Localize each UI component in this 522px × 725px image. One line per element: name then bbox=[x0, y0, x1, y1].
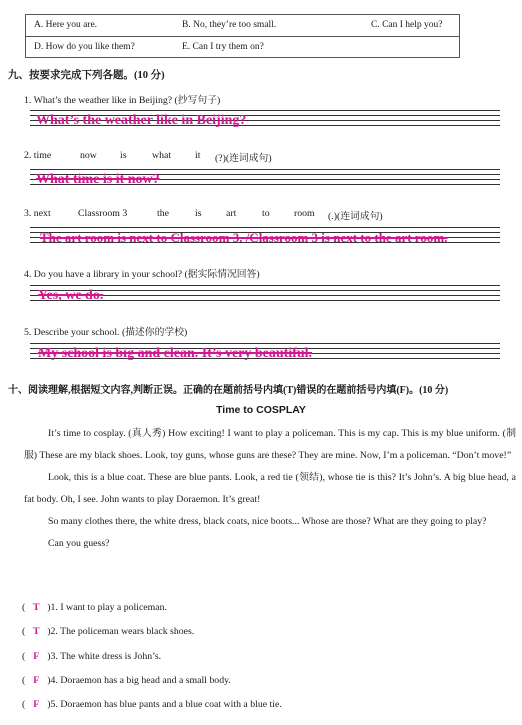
passage bbox=[24, 423, 516, 555]
section-10-title: 十、阅读理解,根据短文内容,判断正误。正确的在题前括号内填(T)错误的在题前括号内填(F)。(10 分) bbox=[8, 385, 449, 396]
tf-statement: 2. The policeman wears black shoes. bbox=[50, 626, 195, 637]
option-d: D. How do you like them? bbox=[34, 42, 135, 52]
tf-item-2: ( T )2. The policeman wears black shoes. bbox=[22, 626, 195, 637]
passage-title: Time to COSPLAY bbox=[216, 404, 306, 416]
passage-paragraph-4: Can you guess? bbox=[48, 538, 110, 549]
tf-item-1: ( T )1. I want to play a policeman. bbox=[22, 602, 167, 613]
answer-5: My school is big and clean. It’s very beautiful. bbox=[38, 346, 313, 361]
section-9-title: 九、按要求完成下列各题。(10 分) bbox=[8, 70, 165, 81]
option-b: B. No, they’re too small. bbox=[182, 20, 277, 30]
question-1: 1. What’s the weather like in Beijing? (抄写句子) bbox=[24, 95, 221, 106]
tf-item-5: ( F )5. Doraemon has blue pants and a blue coat with a blue tie. bbox=[22, 699, 282, 710]
q2-word: what bbox=[152, 150, 172, 161]
q2-word: now bbox=[80, 150, 97, 161]
options-box bbox=[25, 14, 460, 58]
question-5: 5. Describe your school. (描述你的学校) bbox=[24, 327, 188, 338]
answer-2: What time is it now? bbox=[36, 172, 160, 187]
options-divider bbox=[26, 36, 459, 37]
q3-word: 3. next bbox=[24, 208, 51, 219]
option-c: C. Can I help you? bbox=[371, 20, 443, 30]
tf-statement: 5. Doraemon has blue pants and a blue coat with a blue tie. bbox=[50, 699, 282, 710]
passage-paragraph-2: Look, this is a blue coat. These are blue pants. Look, a red tie (领结), whose tie is this? It’s John’s. A big blue head, a fat body. Oh, I see. John wants to play Doraemon. It’s great! bbox=[24, 472, 516, 505]
tf-item-3: ( F )3. The white dress is John’s. bbox=[22, 651, 162, 662]
tf-answer: T bbox=[32, 626, 40, 637]
question-2 bbox=[0, 150, 522, 164]
answer-4: Yes, we do. bbox=[38, 288, 104, 303]
q3-word: is bbox=[195, 208, 202, 219]
tf-answer: F bbox=[33, 675, 40, 686]
q3-word: the bbox=[157, 208, 169, 219]
q3-word: room bbox=[294, 208, 315, 219]
question-3 bbox=[0, 208, 522, 222]
passage-paragraph-1: It’s time to cosplay. (真人秀) How exciting! I want to play a policeman. This is my cap. This is my blue uniform. (制服) These are my black shoes. Look, toy guns, whose guns are these? They are mine. Now, I’m a policeman. “Don’t move!” bbox=[24, 428, 516, 461]
tf-statement: 1. I want to play a policeman. bbox=[50, 602, 167, 613]
option-a: A. Here you are. bbox=[34, 20, 98, 30]
passage-paragraph-3: So many clothes there, the white dress, black coats, nice boots... Whose are those? What are they going to play? bbox=[48, 516, 487, 527]
q2-word: (?)(连词成句) bbox=[215, 153, 272, 164]
q3-word: (.)(连词成句) bbox=[328, 211, 383, 222]
answer-3: The art room is next to Classroom 3. /Classroom 3 is next to the art room. bbox=[40, 230, 448, 245]
q2-word: it bbox=[195, 150, 201, 161]
q3-word: Classroom 3 bbox=[78, 208, 128, 219]
option-e: E. Can I try them on? bbox=[182, 42, 264, 52]
tf-answer: F bbox=[33, 699, 40, 710]
q2-word: 2. time bbox=[24, 150, 52, 161]
q2-word: is bbox=[120, 150, 127, 161]
answer-1: What’s the weather like in Beijing? bbox=[36, 113, 247, 128]
tf-answer: F bbox=[33, 651, 40, 662]
q3-word: art bbox=[226, 208, 237, 219]
question-4: 4. Do you have a library in your school? (据实际情况回答) bbox=[24, 269, 260, 280]
q3-word: to bbox=[262, 208, 270, 219]
tf-item-4: ( F )4. Doraemon has a big head and a small body. bbox=[22, 675, 231, 686]
tf-statement: 3. The white dress is John’s. bbox=[50, 651, 162, 662]
tf-statement: 4. Doraemon has a big head and a small body. bbox=[50, 675, 231, 686]
tf-answer: T bbox=[32, 602, 40, 613]
